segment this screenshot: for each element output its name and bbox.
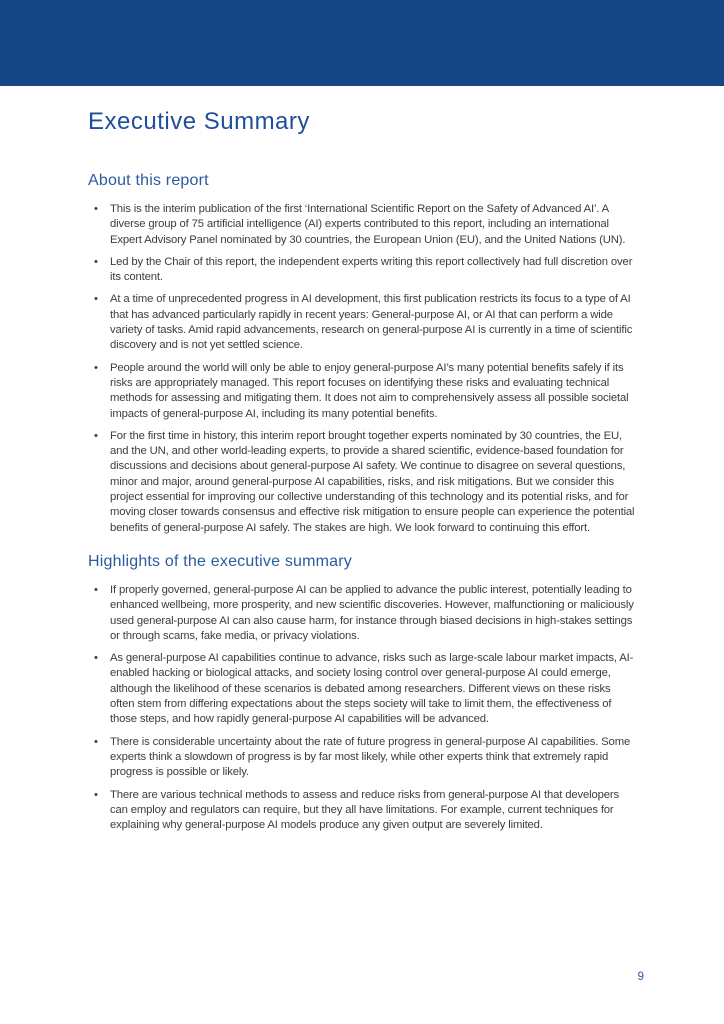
bullet-item: • People around the world will only be able to enjoy general-purpose AI’s many potential benefits safely if its risks are appropriately managed. This report focuses on identifying these risks and evaluating technical methods for assessing and mitigating them. It does not aim to comprehensively assess all possible societal impacts of general-purpose AI, including its many potential benefits. <box>88 361 637 422</box>
bullet-item: • For the first time in history, this interim report brought together experts nominated by 30 countries, the EU, and the UN, and other world-leading experts, to provide a shared scientific, evidence-based foundation for discussions and decisions about general-purpose AI safety. We continue to disagree on several questions, minor and major, around general-purpose AI capabilities, risks, and risk mitigations. But we consider this project essential for improving our collective understanding of this technology and its potential risks, and for moving closer towards consensus and effective risk mitigation to ensure people can experience the potential benefits of general-purpose AI safely. The stakes are high. We look forward to continuing this effort. <box>88 429 637 536</box>
section-heading-about: About this report <box>88 172 209 189</box>
section-about-this-report <box>88 171 637 536</box>
bullet-item: • Led by the Chair of this report, the independent experts writing this report collectively had full discretion over its content. <box>88 255 637 286</box>
bullet-item: • At a time of unprecedented progress in AI development, this first publication restricts its focus to a type of AI that has advanced particularly rapidly in recent years: General-purpose AI, or AI that can perform a wide variety of tasks. Amid rapid advancements, research on general-purpose AI is currently in a time of scientific discovery and is not yet settled science. <box>88 292 637 353</box>
bullet-item: • If properly governed, general-purpose AI can be applied to advance the public interest, potentially leading to enhanced wellbeing, more prosperity, and new scientific discoveries. However, malfunctioning or maliciously used general-purpose AI can also cause harm, for instance through biased decisions in high-stakes settings or through scams, fake media, or privacy violations. <box>88 583 637 644</box>
page-number: 9 <box>637 971 644 983</box>
page-content <box>88 86 637 840</box>
bullet-item: • As general-purpose AI capabilities continue to advance, risks such as large-scale labour market impacts, AI-enabled hacking or biological attacks, and society losing control over general-purpose AI could emerge, although the likelihood of these scenarios is debated among researchers. Different views on these risks often stem from differing expectations about the steps society will take to limit them, the effectiveness of those steps, and how rapidly general-purpose AI capabilities will be advanced. <box>88 651 637 727</box>
header-band <box>0 0 724 86</box>
page-title: Executive Summary <box>88 108 310 135</box>
section-heading-highlights: Highlights of the executive summary <box>88 552 352 570</box>
bullet-item: • There is considerable uncertainty about the rate of future progress in general-purpose AI capabilities. Some experts think a slowdown of progress is by far most likely, while other experts think that extremely rapid progress is possible or likely. <box>88 735 637 781</box>
bullet-item: • This is the interim publication of the first ‘International Scientific Report on the Safety of Advanced AI’. A diverse group of 75 artificial intelligence (AI) experts contributed to this report, including an international Expert Advisory Panel nominated by 30 countries, the European Union (EU), and the United Nations (UN). <box>88 202 637 248</box>
section-highlights <box>88 552 637 833</box>
bullet-list-about <box>88 202 637 536</box>
bullet-item: • There are various technical methods to assess and reduce risks from general-purpose AI that developers can employ and regulators can require, but they all have limitations. For example, current techniques for explaining why general-purpose AI models produce any given output are severely limited. <box>88 788 637 834</box>
bullet-list-highlights <box>88 583 637 833</box>
